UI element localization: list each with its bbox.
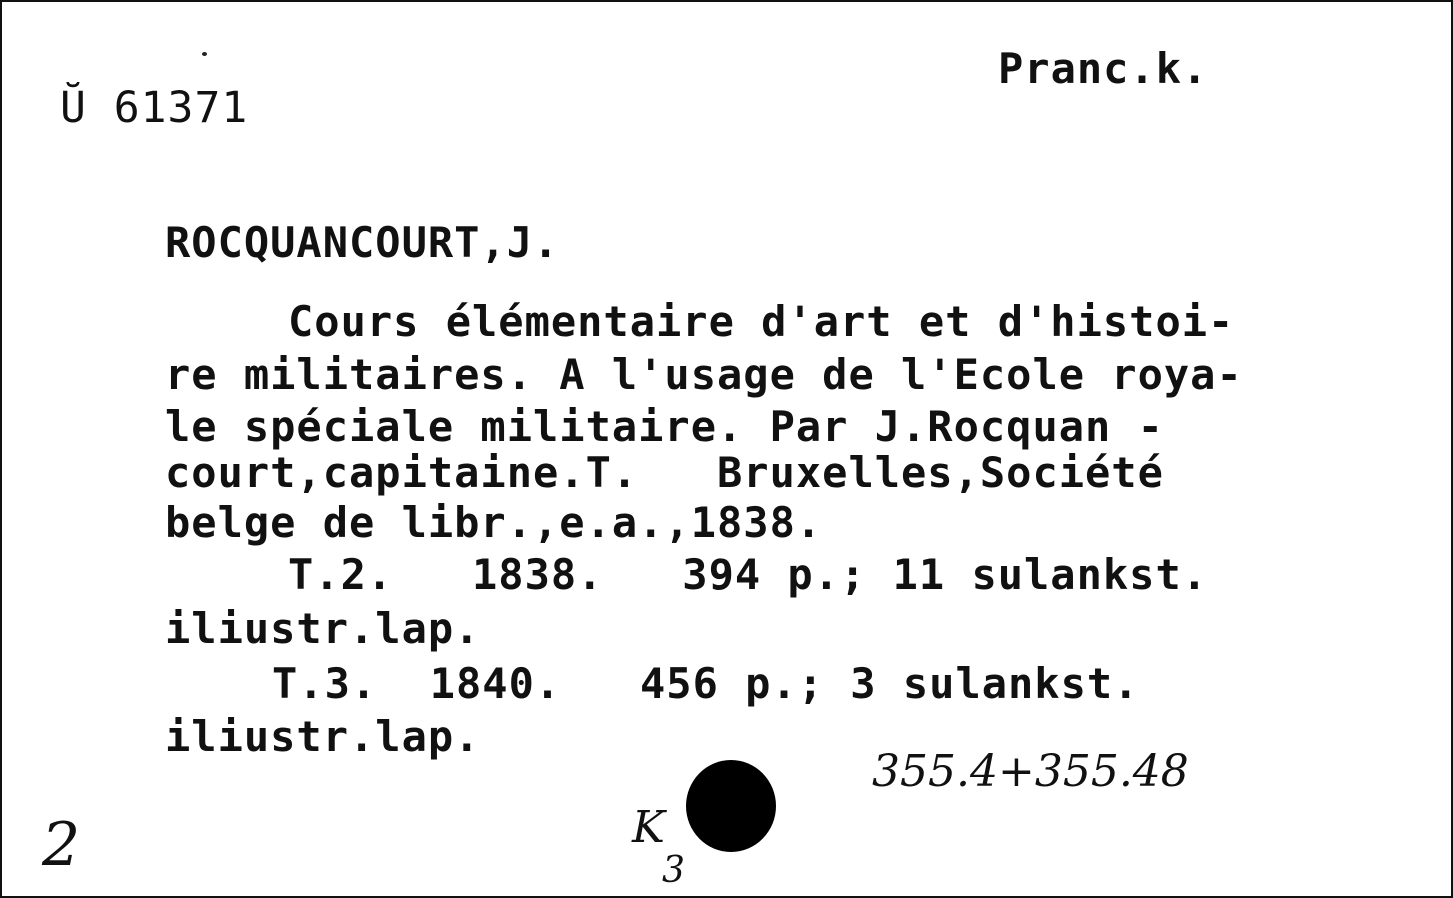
imprint-line: court,capitaine.T. Bruxelles,Société	[165, 448, 1164, 497]
volume-3-illustrations: iliustr.lap.	[165, 712, 481, 761]
location-code: Pranc.k.	[998, 44, 1209, 93]
handwritten-3-mark: 3	[662, 850, 685, 891]
ink-dot-stamp	[686, 760, 776, 852]
publisher-line: belge de libr.,e.a.,1838.	[165, 498, 823, 547]
handwritten-k-mark: K	[632, 802, 665, 853]
title-line-3: le spéciale militaire. Par J.Rocquan -	[165, 402, 1164, 451]
classification-number: 355.4+355.48	[872, 746, 1189, 797]
handwritten-number: 2	[42, 810, 81, 880]
ink-speck	[202, 52, 207, 56]
volume-2-line: T.2. 1838. 394 p.; 11 sulankst.	[288, 550, 1209, 599]
volume-3-line: T.3. 1840. 456 p.; 3 sulankst.	[272, 659, 1140, 708]
volume-2-illustrations: iliustr.lap.	[165, 604, 481, 653]
author-heading: ROCQUANCOURT,J.	[165, 218, 560, 267]
call-number: Ŭ 61371	[60, 83, 249, 133]
title-line-2: re militaires. A l'usage de l'Ecole roya-	[165, 350, 1243, 399]
title-line-1: Cours élémentaire d'art et d'histoi-	[288, 297, 1235, 346]
